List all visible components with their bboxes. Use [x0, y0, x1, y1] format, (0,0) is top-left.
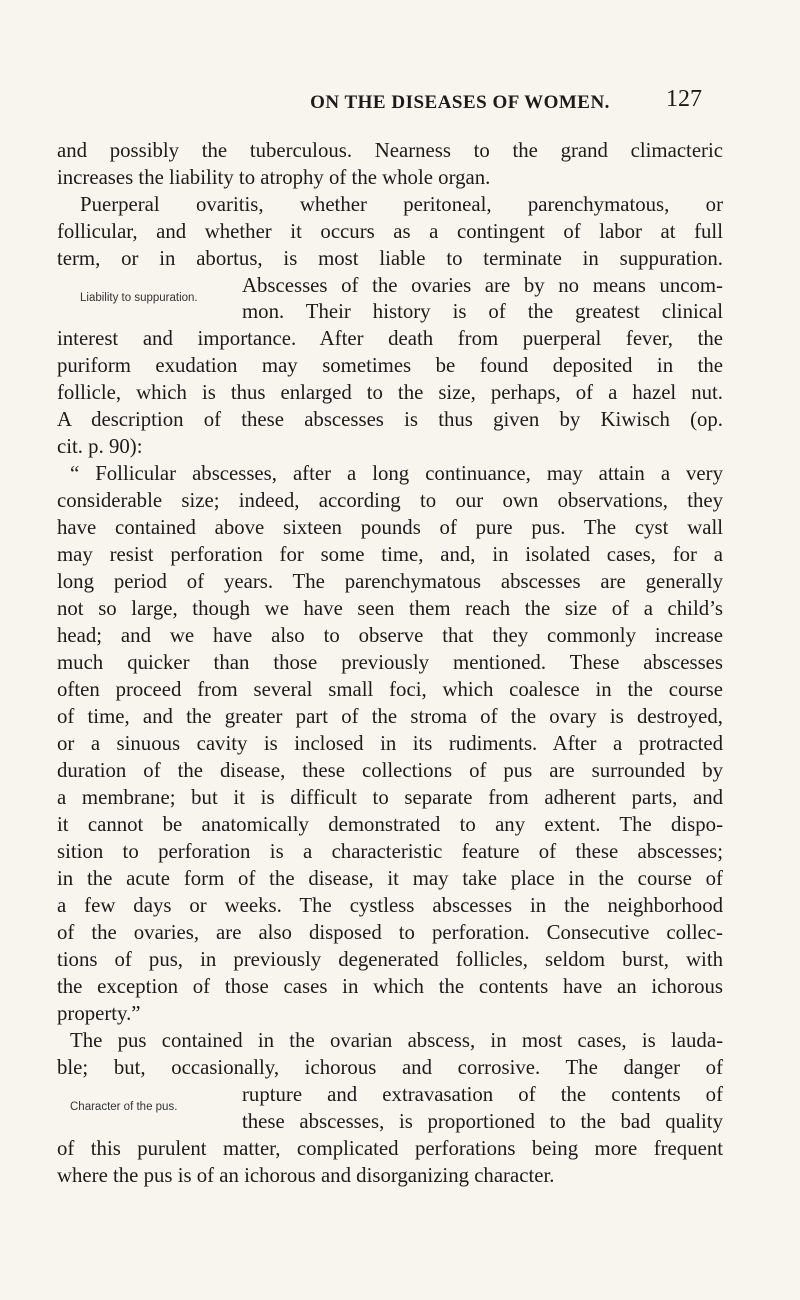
text-line: a membrane; but it is difficult to separate from adherent parts, and [57, 786, 723, 809]
text-line: the exception of those cases in which the contents have an ichorous [57, 975, 723, 998]
margin-note-liability: Liability to suppuration. [80, 292, 198, 304]
margin-note-character: Character of the pus. [70, 1101, 178, 1113]
text-line: property.” [57, 1002, 141, 1025]
text-line: follicular, and whether it occurs as a contingent of labor at full [57, 220, 723, 243]
text-line: these abscesses, is proportioned to the bad quality [242, 1110, 723, 1133]
text-line: cit. p. 90): [57, 435, 143, 458]
text-line: and possibly the tuberculous. Nearness to the grand climacteric [57, 139, 723, 162]
text-line: of time, and the greater part of the stroma of the ovary is destroyed, [57, 705, 723, 728]
text-line: ble; but, occasionally, ichorous and corrosive. The danger of [57, 1056, 723, 1079]
text-line: often proceed from several small foci, which coalesce in the course [57, 678, 723, 701]
text-line: a few days or weeks. The cystless abscesses in the neighborhood [57, 894, 723, 917]
text-line: A description of these abscesses is thus given by Kiwisch (op. [57, 408, 723, 431]
text-line: of the ovaries, are also disposed to perforation. Consecutive collec- [57, 921, 723, 944]
text-line: mon. Their history is of the greatest clinical [242, 300, 723, 323]
text-line: or a sinuous cavity is inclosed in its rudiments. After a protracted [57, 732, 723, 755]
text-line: “ Follicular abscesses, after a long continuance, may attain a very [70, 462, 723, 485]
text-line: The pus contained in the ovarian abscess, in most cases, is lauda- [70, 1029, 723, 1052]
running-header: ON THE DISEASES OF WOMEN. [310, 92, 610, 113]
text-line: duration of the disease, these collections of pus are surrounded by [57, 759, 723, 782]
text-line: puriform exudation may sometimes be found deposited in the [57, 354, 723, 377]
text-line: may resist perforation for some time, and, in isolated cases, for a [57, 543, 723, 566]
text-line: rupture and extravasation of the contents of [242, 1083, 723, 1106]
text-line: of this purulent matter, complicated perforations being more frequent [57, 1137, 723, 1160]
text-line: not so large, though we have seen them reach the size of a child’s [57, 597, 723, 620]
text-line: term, or in abortus, is most liable to terminate in suppuration. [57, 247, 723, 270]
text-line: follicle, which is thus enlarged to the size, perhaps, of a hazel nut. [57, 381, 723, 404]
text-line: tions of pus, in previously degenerated follicles, seldom burst, with [57, 948, 723, 971]
text-line: where the pus is of an ichorous and disorganizing character. [57, 1164, 555, 1187]
text-line: much quicker than those previously mentioned. These abscesses [57, 651, 723, 674]
page-number: 127 [666, 86, 702, 112]
text-line: head; and we have also to observe that they commonly increase [57, 624, 723, 647]
text-line: long period of years. The parenchymatous abscesses are generally [57, 570, 723, 593]
text-line: have contained above sixteen pounds of pure pus. The cyst wall [57, 516, 723, 539]
text-line: interest and importance. After death from puerperal fever, the [57, 327, 723, 350]
text-line: increases the liability to atrophy of the whole organ. [57, 166, 491, 189]
text-line: considerable size; indeed, according to our own observations, they [57, 489, 723, 512]
text-line: in the acute form of the disease, it may take place in the course of [57, 867, 723, 890]
text-line: Puerperal ovaritis, whether peritoneal, parenchymatous, or [80, 193, 723, 216]
text-line: sition to perforation is a characteristic feature of these abscesses; [57, 840, 723, 863]
text-line: Abscesses of the ovaries are by no means uncom- [242, 274, 723, 297]
text-line: it cannot be anatomically demonstrated to any extent. The dispo- [57, 813, 723, 836]
